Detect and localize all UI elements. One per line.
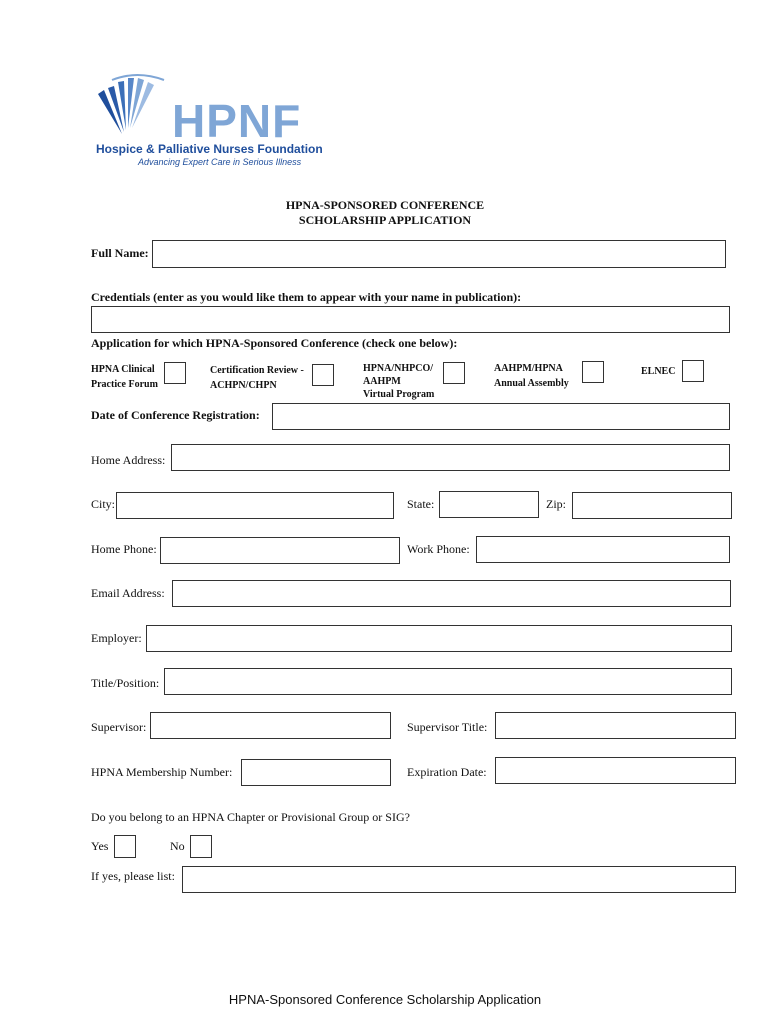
logo-fan-icon	[92, 72, 172, 142]
credentials-label: Credentials (enter as you would like them to appear with your name in publication):	[91, 290, 522, 304]
membership-label: HPNA Membership Number:	[91, 765, 233, 779]
supervisor-title-label: Supervisor Title:	[407, 720, 488, 734]
conference-option-assembly-checkbox[interactable]	[582, 361, 604, 383]
form-title-line2: SCHOLARSHIP APPLICATION	[298, 213, 472, 227]
city-field[interactable]	[116, 492, 394, 519]
list-field[interactable]	[182, 866, 736, 893]
conference-option-elnec-checkbox[interactable]	[682, 360, 704, 382]
chapter-question: Do you belong to an HPNA Chapter or Provisional Group or SIG?	[91, 810, 410, 824]
zip-field[interactable]	[572, 492, 732, 519]
employer-field[interactable]	[146, 625, 732, 652]
home-phone-field[interactable]	[160, 537, 400, 564]
credentials-field[interactable]	[91, 306, 730, 333]
conference-option-clinical-label: HPNA Clinical Practice Forum	[91, 364, 158, 390]
home-address-label: Home Address:	[91, 453, 166, 467]
conference-option-virtual-checkbox[interactable]	[443, 362, 465, 384]
email-label: Email Address:	[91, 586, 165, 600]
supervisor-field[interactable]	[150, 712, 391, 739]
hpnf-logo	[92, 72, 323, 172]
form-title-line1: HPNA-SPONSORED CONFERENCE	[285, 198, 485, 212]
conference-option-clinical-checkbox[interactable]	[164, 362, 186, 384]
email-field[interactable]	[172, 580, 731, 607]
supervisor-label: Supervisor:	[91, 720, 147, 734]
home-address-field[interactable]	[171, 444, 730, 471]
zip-label: Zip:	[546, 497, 566, 511]
expiration-field[interactable]	[495, 757, 736, 784]
conference-option-elnec-label: ELNEC	[641, 366, 676, 377]
state-label: State:	[407, 497, 435, 511]
logo-tagline: Advancing Expert Care in Serious Illness	[138, 157, 302, 167]
expiration-label: Expiration Date:	[407, 765, 487, 779]
registration-date-label: Date of Conference Registration:	[91, 408, 260, 422]
full-name-label: Full Name:	[91, 246, 149, 260]
state-field[interactable]	[439, 491, 539, 518]
registration-date-field[interactable]	[272, 403, 730, 430]
yes-checkbox[interactable]	[114, 835, 136, 858]
conference-option-certification-label: Certification Review - ACHPN/CHPN	[210, 365, 304, 391]
employer-label: Employer:	[91, 631, 142, 645]
page-footer: HPNA-Sponsored Conference Scholarship Application	[228, 992, 542, 1007]
no-label: No	[170, 839, 185, 853]
work-phone-field[interactable]	[476, 536, 730, 563]
yes-label: Yes	[91, 839, 109, 853]
title-position-label: Title/Position:	[91, 676, 160, 690]
conference-option-certification-checkbox[interactable]	[312, 364, 334, 386]
conference-label: Application for which HPNA-Sponsored Conference (check one below):	[91, 336, 458, 350]
membership-field[interactable]	[241, 759, 391, 786]
logo-name: Hospice & Palliative Nurses Foundation	[96, 142, 323, 156]
home-phone-label: Home Phone:	[91, 542, 157, 556]
conference-option-virtual-label: HPNA/NHPCO/ AAHPM Virtual Program	[363, 363, 435, 400]
full-name-field[interactable]	[152, 240, 726, 268]
title-position-field[interactable]	[164, 668, 732, 695]
no-checkbox[interactable]	[190, 835, 212, 858]
work-phone-label: Work Phone:	[407, 542, 470, 556]
logo-acronym: HPNF	[172, 95, 302, 147]
supervisor-title-field[interactable]	[495, 712, 736, 739]
conference-option-assembly-label: AAHPM/HPNA Annual Assembly	[494, 363, 569, 389]
city-label: City:	[91, 497, 116, 511]
list-label: If yes, please list:	[91, 869, 175, 883]
